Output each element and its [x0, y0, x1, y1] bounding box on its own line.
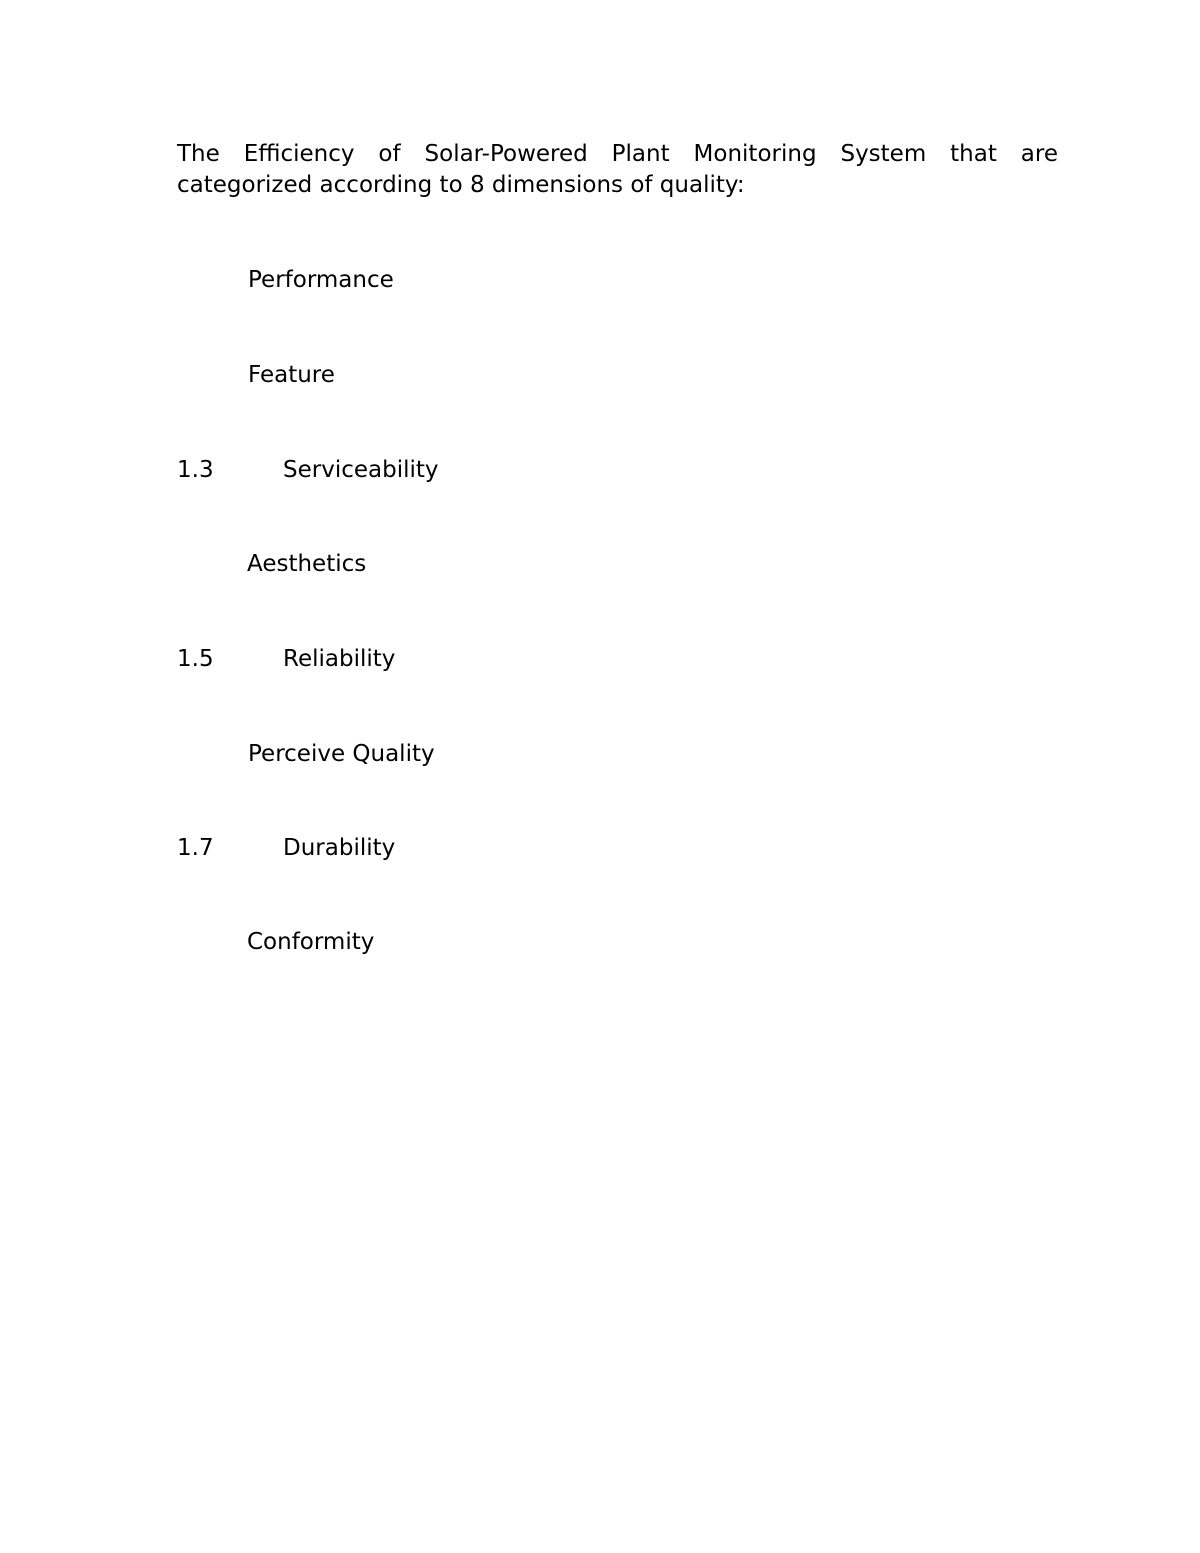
dimension-number-reliability: 1.5 [177, 646, 214, 672]
dimension-number-durability: 1.7 [177, 835, 214, 861]
dimension-item-conformity: Conformity [247, 929, 375, 955]
dimension-item-serviceability: Serviceability [283, 457, 439, 483]
dimension-item-reliability: Reliability [283, 646, 396, 672]
intro-line-2: categorized according to 8 dimensions of quality: [177, 172, 745, 198]
dimension-item-durability: Durability [283, 835, 396, 861]
intro-line-1: The Efficiency of Solar-Powered Plant Monitoring System that are [177, 141, 1058, 167]
dimension-item-feature: Feature [248, 362, 335, 388]
dimension-item-aesthetics: Aesthetics [247, 551, 367, 577]
dimension-item-perceive-quality: Perceive Quality [248, 741, 435, 767]
dimension-item-performance: Performance [248, 267, 394, 293]
dimension-number-serviceability: 1.3 [177, 457, 214, 483]
intro-paragraph [177, 139, 1058, 201]
